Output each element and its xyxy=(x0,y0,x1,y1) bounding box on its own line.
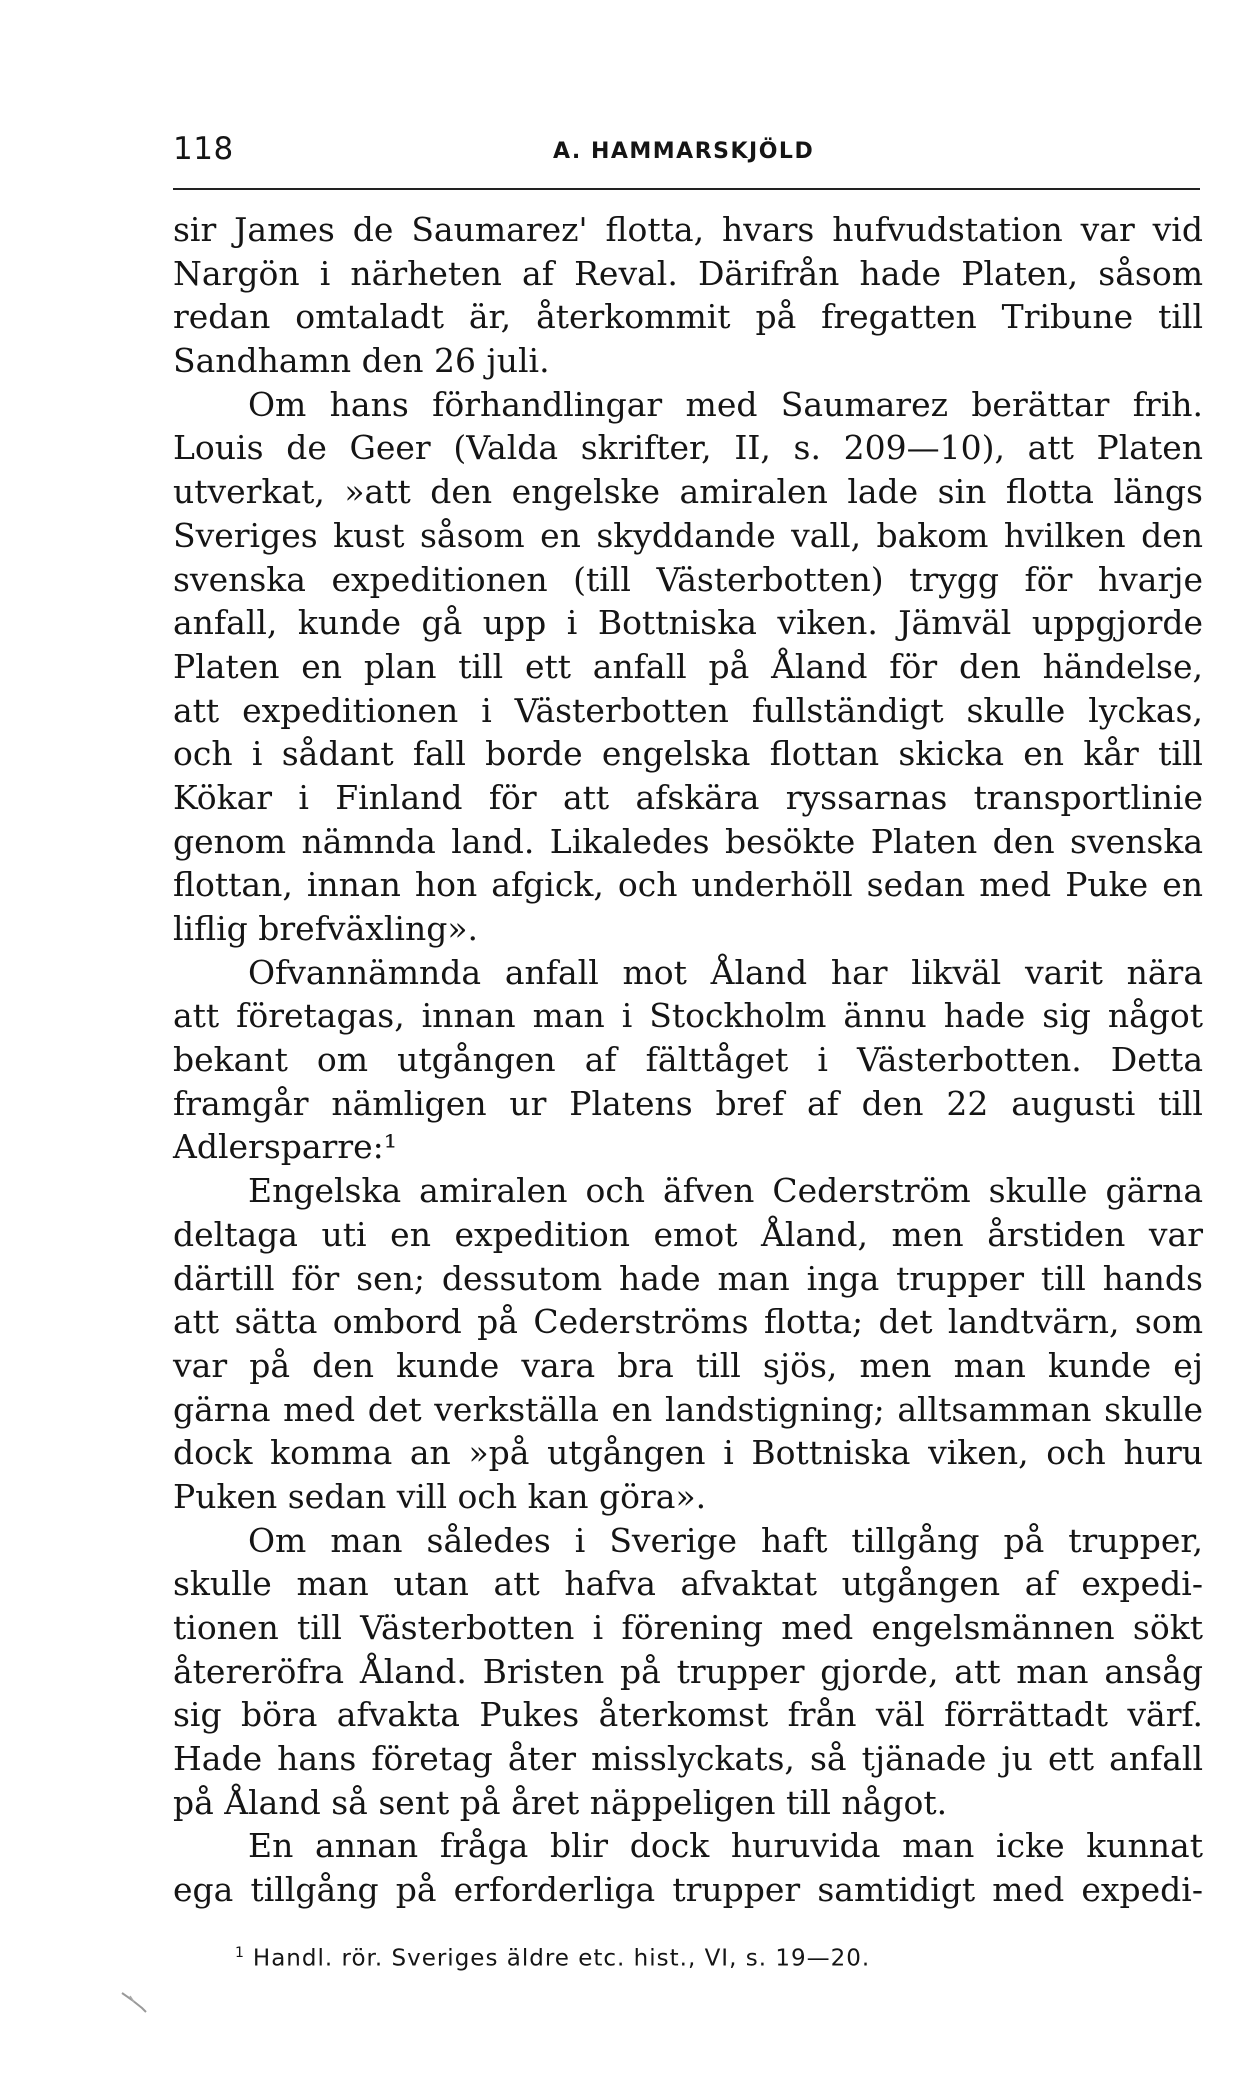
text-line: återeröfra Åland. Bristen på trupper gjorde, att man ansåg xyxy=(173,1651,1203,1691)
text-line: ega tillgång på erforderliga trupper samtidigt med expedi- xyxy=(173,1870,1203,1910)
footnote xyxy=(235,1945,870,1972)
text-line: Engelska amiralen och äfven Cederström skulle gärna xyxy=(248,1171,1203,1211)
footnote-marker: 1 xyxy=(235,1945,245,1961)
text-line: Ofvannämnda anfall mot Åland har likväl varit nära xyxy=(248,952,1203,992)
text-line: Adlersparre:¹ xyxy=(173,1127,397,1167)
footnote-text: Handl. rör. Sveriges äldre etc. hist., VI, s. 19—20. xyxy=(252,1945,871,1972)
text-line: genom nämnda land. Likaledes besökte Platen den svenska xyxy=(173,821,1203,861)
text-line: att sätta ombord på Cederströms flotta; det landtvärn, som xyxy=(173,1302,1203,1342)
scan-mark xyxy=(120,1990,150,2015)
text-line: Louis de Geer (Valda skrifter, II, s. 209—10), att Platen xyxy=(173,428,1203,468)
text-line: därtill för sen; dessutom hade man inga trupper till hands xyxy=(173,1258,1203,1298)
text-line: svenska expeditionen (till Västerbotten) trygg för hvarje xyxy=(173,559,1203,599)
text-line: på Åland så sent på året näppeligen till något. xyxy=(173,1782,948,1822)
header-rule xyxy=(173,188,1200,190)
text-line: Sveriges kust såsom en skyddande vall, bakom hvilken den xyxy=(173,515,1203,555)
text-line: var på den kunde vara bra till sjös, men man kunde ej xyxy=(173,1345,1203,1385)
text-line: deltaga uti en expedition emot Åland, men årstiden var xyxy=(173,1214,1203,1254)
running-head-author: A. HAMMARSKJÖLD xyxy=(553,139,815,164)
text-line: flottan, innan hon afgick, och underhöll sedan med Puke en xyxy=(173,865,1203,905)
text-line: utverkat, »att den engelske amiralen lade sin flotta längs xyxy=(173,472,1203,512)
text-line: Platen en plan till ett anfall på Åland för den händelse, xyxy=(173,646,1203,686)
text-line: liflig brefväxling». xyxy=(173,909,479,948)
text-line: framgår nämligen ur Platens bref af den 22 augusti till xyxy=(173,1083,1203,1123)
text-line: tionen till Västerbotten i förening med engelsmännen sökt xyxy=(173,1608,1203,1647)
page-number: 118 xyxy=(173,131,234,167)
text-line: bekant om utgången af fälttåget i Västerbotten. Detta xyxy=(173,1040,1203,1080)
text-line: att expeditionen i Västerbotten fullständigt skulle lyckas, xyxy=(173,690,1203,730)
text-line: Nargön i närheten af Reval. Därifrån hade Platen, såsom xyxy=(173,253,1203,293)
text-line: och i sådant fall borde engelska flottan skicka en kår till xyxy=(173,734,1203,774)
text-line: att företagas, innan man i Stockholm ännu hade sig något xyxy=(173,996,1203,1036)
text-line: dock komma an »på utgången i Bottniska viken, och huru xyxy=(173,1433,1203,1473)
text-line: Om man således i Sverige haft tillgång på trupper, xyxy=(248,1520,1203,1560)
running-head xyxy=(173,131,1200,171)
text-line: Sandhamn den 26 juli. xyxy=(173,341,550,381)
text-line: skulle man utan att hafva afvaktat utgången af expedi- xyxy=(173,1564,1203,1604)
text-line: En annan fråga blir dock huruvida man icke kunnat xyxy=(248,1826,1203,1866)
text-line: sig böra afvakta Pukes återkomst från väl förrättadt värf. xyxy=(173,1695,1203,1735)
text-line: sir James de Saumarez' flotta, hvars hufvudstation var vid xyxy=(173,210,1203,249)
text-line: Kökar i Finland för att afskära ryssarnas transportlinie xyxy=(173,777,1203,817)
text-line: Hade hans företag åter misslyckats, så tjänade ju ett anfall xyxy=(173,1739,1203,1779)
text-line: Puken sedan vill och kan göra». xyxy=(173,1476,707,1516)
text-line: redan omtaladt är, återkommit på fregatten Tribune till xyxy=(173,297,1203,337)
text-line: gärna med det verkställa en landstigning; alltsamman skulle xyxy=(173,1389,1203,1429)
text-line: Om hans förhandlingar med Saumarez berättar frih. xyxy=(248,384,1203,424)
text-line: anfall, kunde gå upp i Bottniska viken. Jämväl uppgjorde xyxy=(173,603,1203,643)
body-text xyxy=(173,208,1203,1912)
